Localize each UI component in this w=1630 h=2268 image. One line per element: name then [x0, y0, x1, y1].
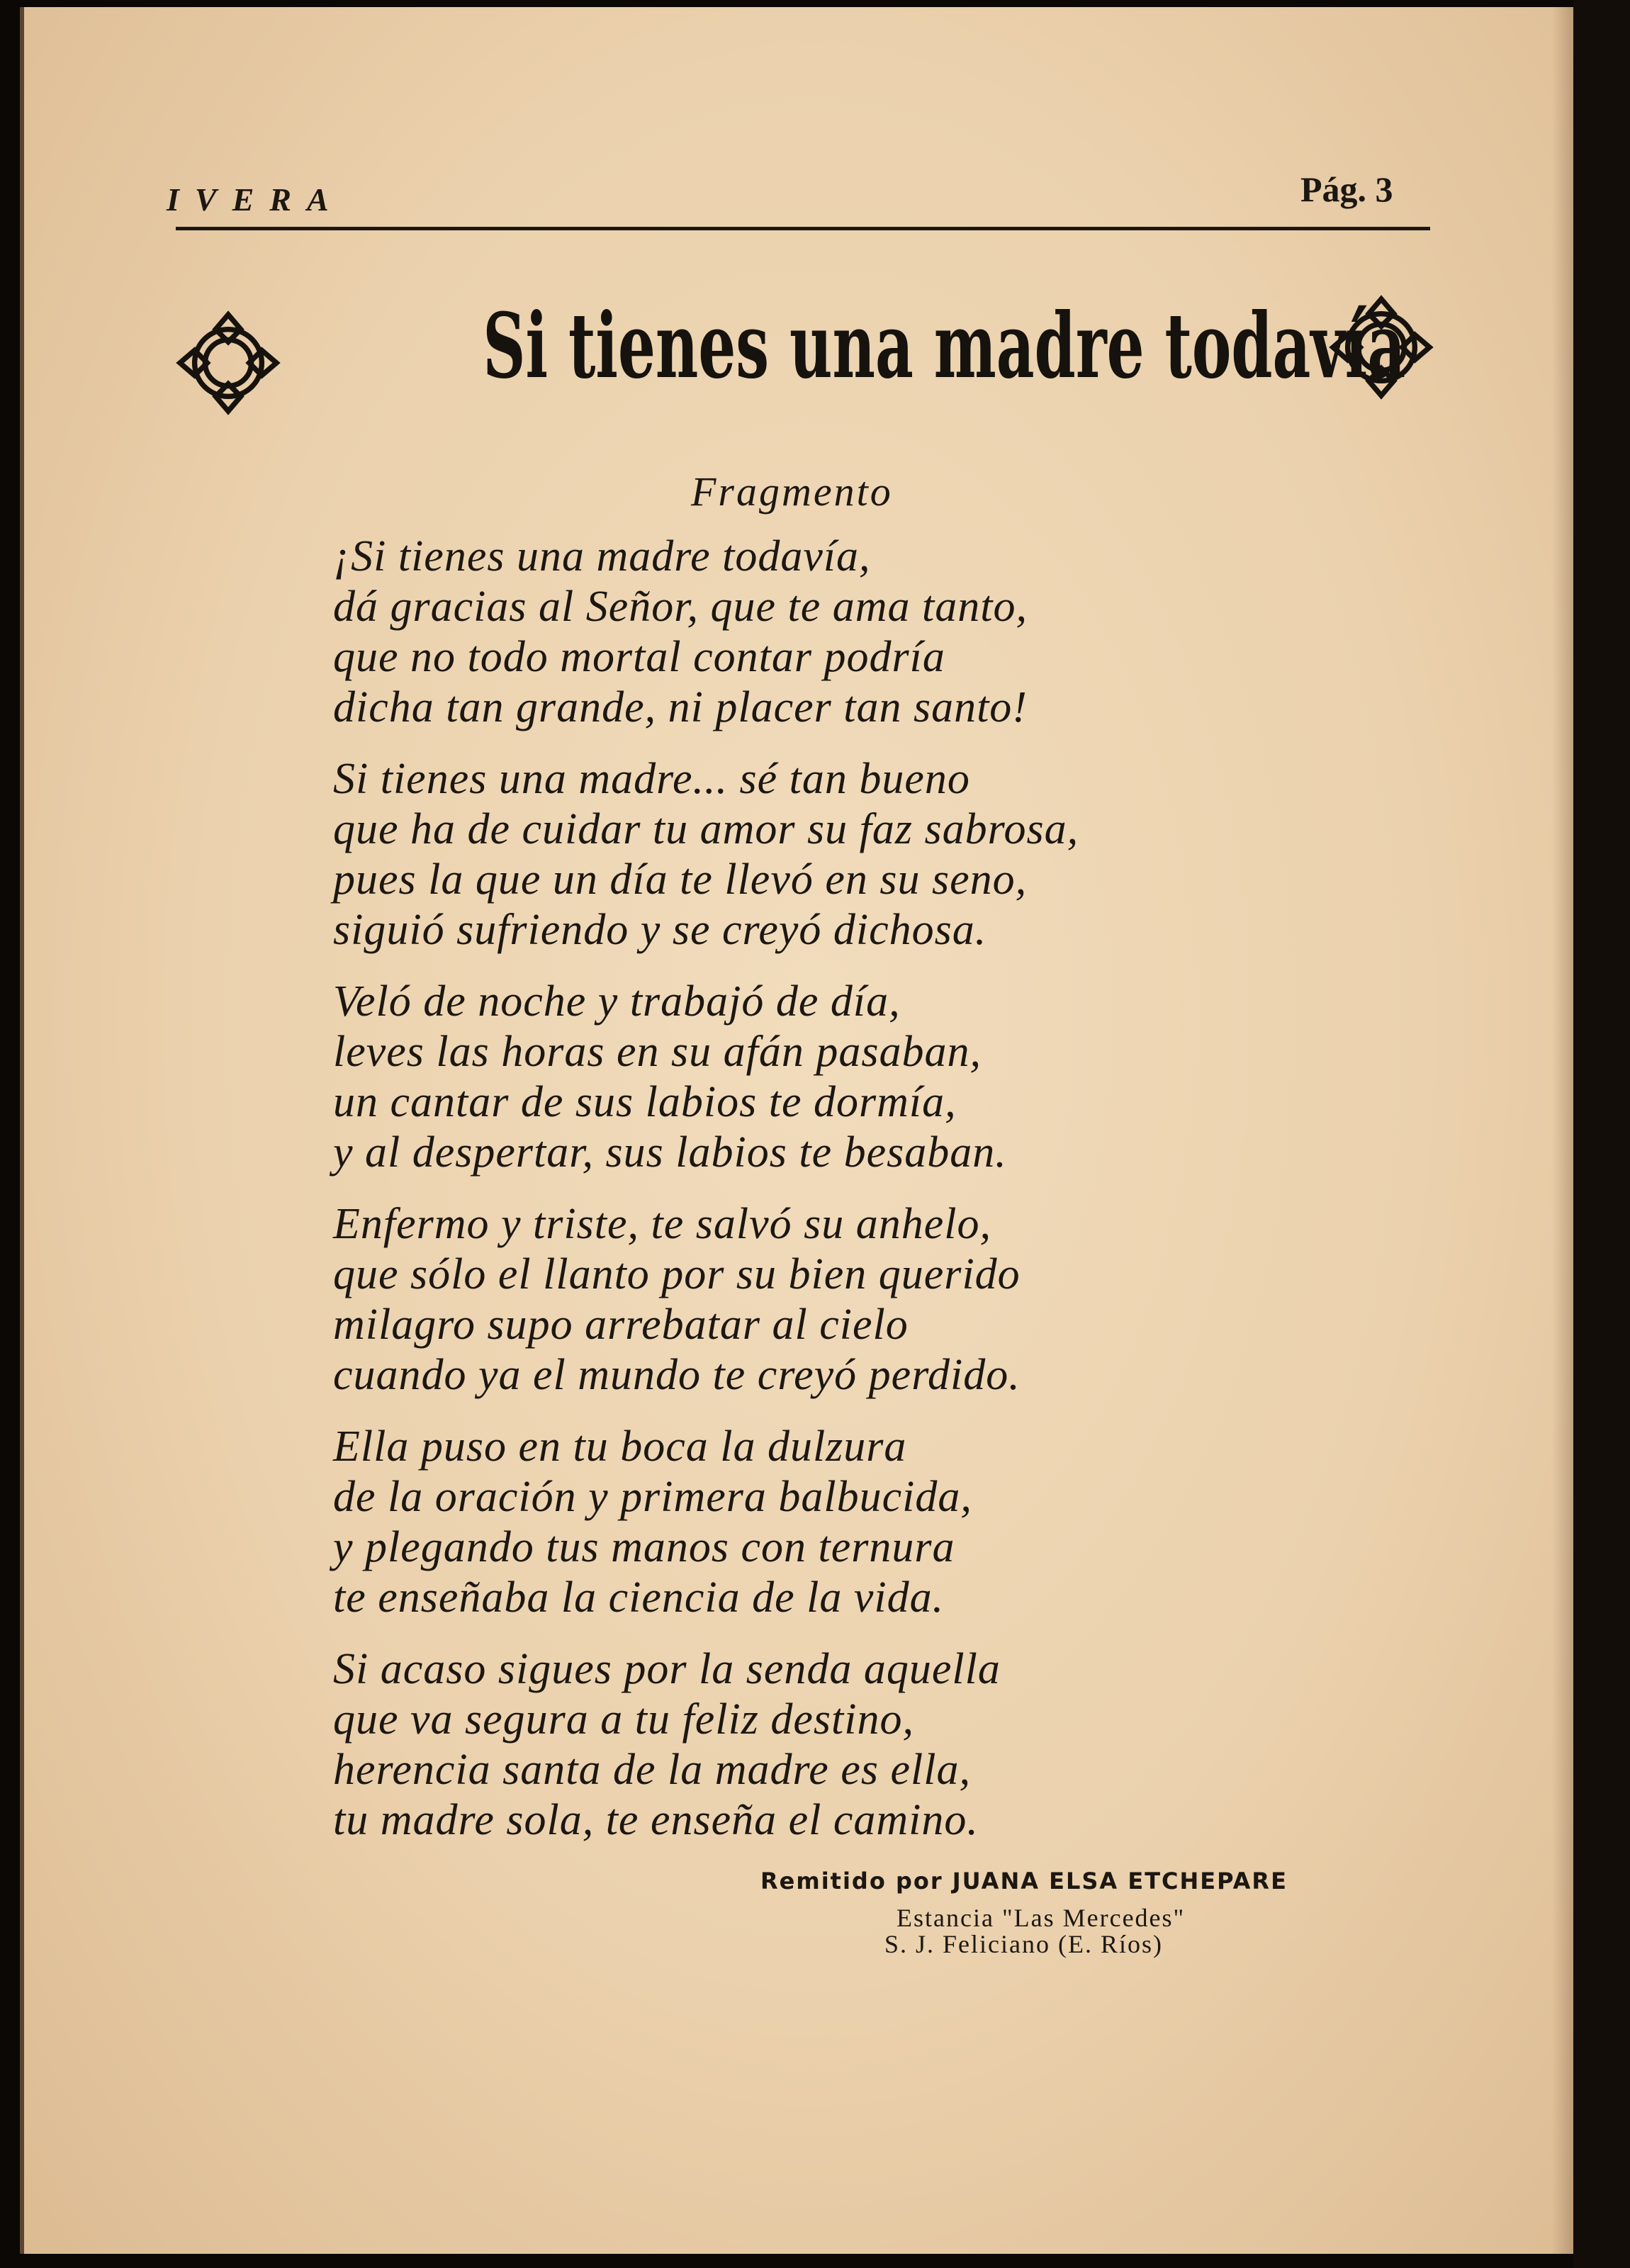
poem-line: cuando ya el mundo te creyó perdido.: [333, 1351, 1021, 1399]
celtic-knot-ornament-right: [1329, 295, 1434, 400]
poem-line: milagro supo arrebatar al cielo: [333, 1301, 909, 1349]
page-edge: [1573, 0, 1630, 2268]
stanza: [333, 977, 1424, 1178]
poem-line: y plegando tus manos con ternura: [333, 1523, 955, 1571]
poem-line: ¡Si tienes una madre todavía,: [333, 532, 871, 580]
credit-place-line-2: S. J. Feliciano (E. Ríos): [884, 1930, 1163, 1958]
poem-line: de la oración y primera balbucida,: [333, 1473, 972, 1521]
poem-line: pues la que un día te llevó en su seno,: [333, 855, 1028, 904]
poem-line: Veló de noche y trabajó de día,: [333, 977, 901, 1026]
poem-line: y al despertar, sus labios te besaban.: [333, 1128, 1007, 1177]
stanza: [333, 532, 1424, 733]
magazine-name: IVERA: [167, 181, 344, 218]
stanza: [333, 1199, 1424, 1400]
poem-line: Ella puso en tu boca la dulzura: [333, 1422, 907, 1471]
stanza: [333, 754, 1424, 955]
credit-sender: Remitido por JUANA ELSA ETCHEPARE: [760, 1868, 1288, 1894]
poem-line: Si acaso sigues por la senda aquella: [333, 1645, 1001, 1693]
poem-title: Si tienes una madre todavía: [483, 293, 1406, 398]
poem-line: que sólo el llanto por su bien querido: [333, 1250, 1021, 1298]
credit-place-line-1: Estancia "Las Mercedes": [896, 1904, 1186, 1932]
poem-line: que va segura a tu feliz destino,: [333, 1695, 914, 1744]
poem-body: [333, 532, 1424, 1867]
poem-line: que ha de cuidar tu amor su faz sabrosa,: [333, 805, 1079, 853]
poem-subtitle: Fragmento: [691, 468, 893, 515]
poem-line: Enfermo y triste, te salvó su anhelo,: [333, 1200, 991, 1248]
stanza: [333, 1644, 1424, 1846]
poem-line: leves las horas en su afán pasaban,: [333, 1028, 982, 1076]
celtic-knot-ornament-left: [176, 310, 281, 415]
stanza: [333, 1422, 1424, 1623]
poem-line: dicha tan grande, ni placer tan santo!: [333, 683, 1028, 731]
poem-line: tu madre sola, te enseña el camino.: [333, 1796, 979, 1844]
poem-line: un cantar de sus labios te dormía,: [333, 1078, 957, 1126]
poem-line: herencia santa de la madre es ella,: [333, 1746, 971, 1794]
page-fold-shadow: [1552, 7, 1573, 2254]
poem-line: Si tienes una madre... sé tan bueno: [333, 755, 970, 803]
poem-line: que no todo mortal contar podría: [333, 633, 945, 681]
poem-line: te enseñaba la ciencia de la vida.: [333, 1573, 945, 1622]
poem-line: dá gracias al Señor, que te ama tanto,: [333, 583, 1028, 631]
poem-line: siguió sufriendo y se creyó dichosa.: [333, 906, 987, 954]
page-number: Pág. 3: [1300, 169, 1393, 209]
header-rule: [176, 227, 1430, 230]
